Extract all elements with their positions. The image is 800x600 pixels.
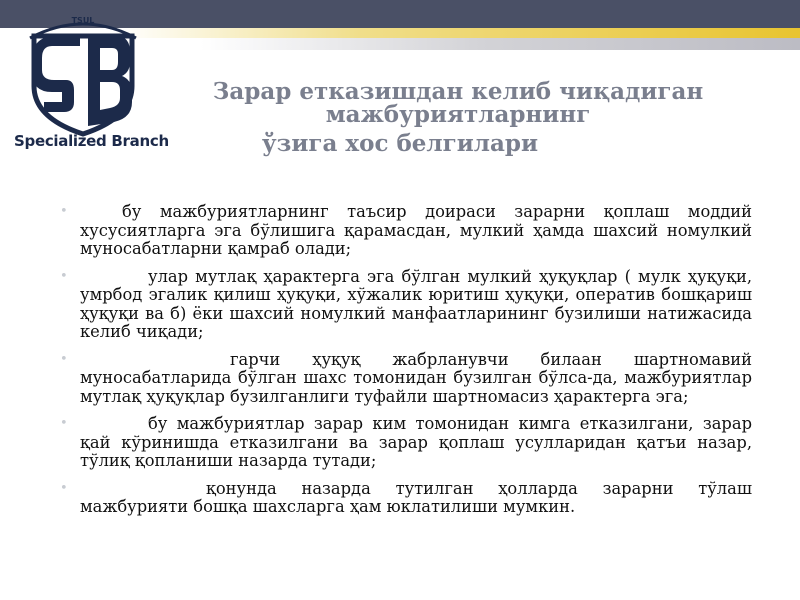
list-item <box>60 480 752 517</box>
list-item-text: улар мутлақ ҳарактерга эга бўлган мулкий ҳуқуқлар ( мулк ҳуқуқи, умрбод эгалик қилиш ҳуқуқи, хўжалик юритиш ҳуқуқи, оператив бошқариш ҳуқуқи ва б) ёки шахсий номулкий манфаатларининг бузилиши натижасида келиб чиқади; <box>80 266 752 341</box>
list-item <box>60 415 752 471</box>
slide-title-line-2: ўзига хос белгилари <box>261 130 539 157</box>
bullet-icon: • <box>60 416 68 431</box>
list-item-text: гарчи ҳуқуқ жабрланувчи билаан шартномавий муносабатларида бўлган шахс томонидан бузилган бўлса-да, мажбуриятлар мутлақ ҳуқуқлар бузилганлиги туфайли шартномасиз ҳарактерга эга; <box>80 349 752 406</box>
bullet-icon: • <box>60 204 68 219</box>
bullet-icon: • <box>60 351 68 367</box>
bullet-list <box>60 203 752 526</box>
logo-caption: Specialized Branch <box>14 132 169 150</box>
list-item <box>60 351 752 407</box>
list-item-text: бу мажбуриятлар зарар ким томонидан кимга етказилгани, зарар қай кўринишда етказилгани ва зарар қоплаш усулларидан қатъи назар, тўлиқ қопланиши назарда тутади; <box>80 414 752 470</box>
list-item <box>60 268 752 342</box>
bullet-icon: • <box>60 480 68 496</box>
list-item-text: қонунда назарда тутилган ҳолларда зарарни тўлаш мажбурияти бошқа шахсларга ҳам юклатилиши мумкин. <box>80 478 752 516</box>
bullet-icon: • <box>60 268 68 284</box>
slide-title-line-1: Зарар етказишдан келиб чиқадиган мажбуриятларнинг <box>212 78 704 128</box>
list-item-text: бу мажбуриятларнинг таъсир доираси зарарни қоплаш моддий хусусиятларга эга бўлишига қарамасдан, мулкий ҳамда шахсий номулкий муносабатларни қамраб олади; <box>80 202 752 258</box>
list-item <box>60 203 752 259</box>
logo-top-text: TSUL <box>71 16 95 25</box>
